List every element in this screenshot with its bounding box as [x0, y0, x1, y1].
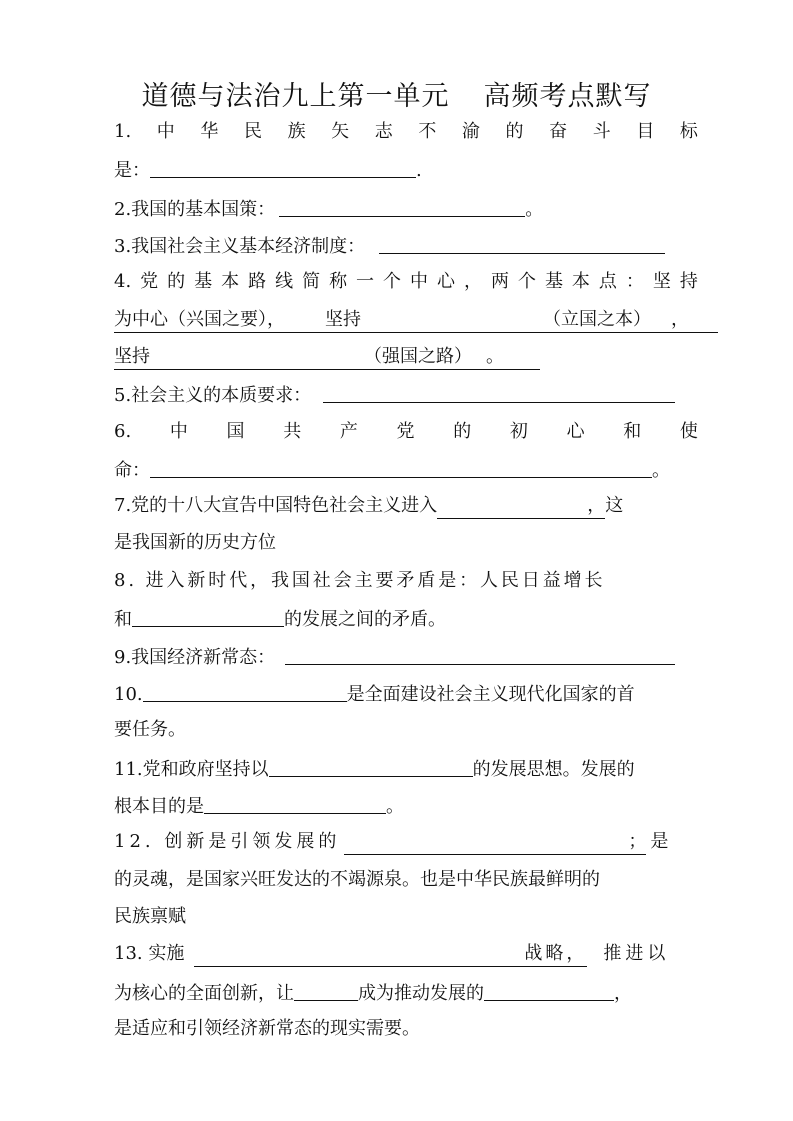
- q3-blank[interactable]: [379, 233, 665, 254]
- q4-line1: 4. 党 的 基 本 路 线 简 称 一 个 中 心 ， 两 个 基 本 点 ： 坚 持: [114, 271, 698, 292]
- q13-blank-3[interactable]: [484, 980, 614, 1001]
- q5-line: 5.社会主义的本质要求：: [114, 382, 675, 408]
- q10-line2: 要任务。: [114, 719, 186, 740]
- q13-line3: 是适应和引领经济新常态的现实需要。: [114, 1018, 420, 1039]
- q4-line3[interactable]: 坚持 （强国之路） 。: [114, 345, 540, 370]
- q12-line1: 12. 创新是引领发展的 ； 是: [114, 830, 668, 855]
- q5-blank[interactable]: [323, 382, 675, 403]
- q7-line2: 是我国新的历史方位: [114, 532, 276, 553]
- title-sub: 高频考点默写: [483, 81, 652, 112]
- q3-line: 3.我国社会主义基本经济制度：: [114, 233, 665, 259]
- q2-line: 2.我国的基本国策： 。: [114, 196, 543, 222]
- q2-blank[interactable]: [279, 196, 525, 217]
- q6-line2: 命： 。: [114, 457, 670, 483]
- q1-blank[interactable]: [150, 157, 416, 178]
- q8-line2: 和 的发展之间的矛盾。: [114, 606, 446, 632]
- q8-blank[interactable]: [132, 606, 284, 627]
- q7-line1: 7.党的十八大宣告中国特色社会主义进入 ，这: [114, 494, 623, 519]
- q10-blank[interactable]: [143, 681, 347, 702]
- q6-line1: 6. 中 国 共 产 党 的 初 心 和 使: [114, 421, 698, 442]
- q13-blank-2[interactable]: [294, 980, 358, 1001]
- q7-blank[interactable]: ，: [437, 494, 605, 519]
- q13-line2: 为核心的全面创新，让 成为推动发展的 ，: [114, 980, 632, 1006]
- q13-line1: 13. 实施 战略， 推进以: [114, 942, 669, 967]
- q1-line2: 是： .: [114, 157, 422, 183]
- q6-blank[interactable]: [150, 457, 652, 478]
- q11-blank-1[interactable]: [269, 756, 473, 777]
- q12-line3: 民族禀赋: [114, 906, 186, 927]
- q9-blank[interactable]: [285, 644, 675, 665]
- q8-line1: 8. 进入新时代，我国社会主要矛盾是：人民日益增长: [114, 570, 606, 591]
- page-title: [0, 74, 793, 113]
- q10-line1: 10. 是全面建设社会主义现代化国家的首: [114, 681, 635, 707]
- q11-line1: 11.党和政府坚持以 的发展思想。发展的: [114, 756, 635, 782]
- q4-line2[interactable]: 为中心（兴国之要）， 坚持 （立国之本） ，: [114, 308, 718, 333]
- q11-line2: 根本目的是 。: [114, 793, 404, 819]
- q9-line: 9.我国经济新常态：: [114, 644, 675, 670]
- q1-line1: 1. 中 华 民 族 矢 志 不 渝 的 奋 斗 目 标: [114, 121, 698, 142]
- q11-blank-2[interactable]: [204, 793, 386, 814]
- q13-blank-1[interactable]: 战略，: [194, 942, 587, 967]
- title-main: 道德与法治九上第一单元: [141, 81, 450, 112]
- q12-line2: 的灵魂，是国家兴旺发达的不竭源泉。也是中华民族最鲜明的: [114, 869, 600, 890]
- q12-blank[interactable]: ；: [344, 830, 646, 855]
